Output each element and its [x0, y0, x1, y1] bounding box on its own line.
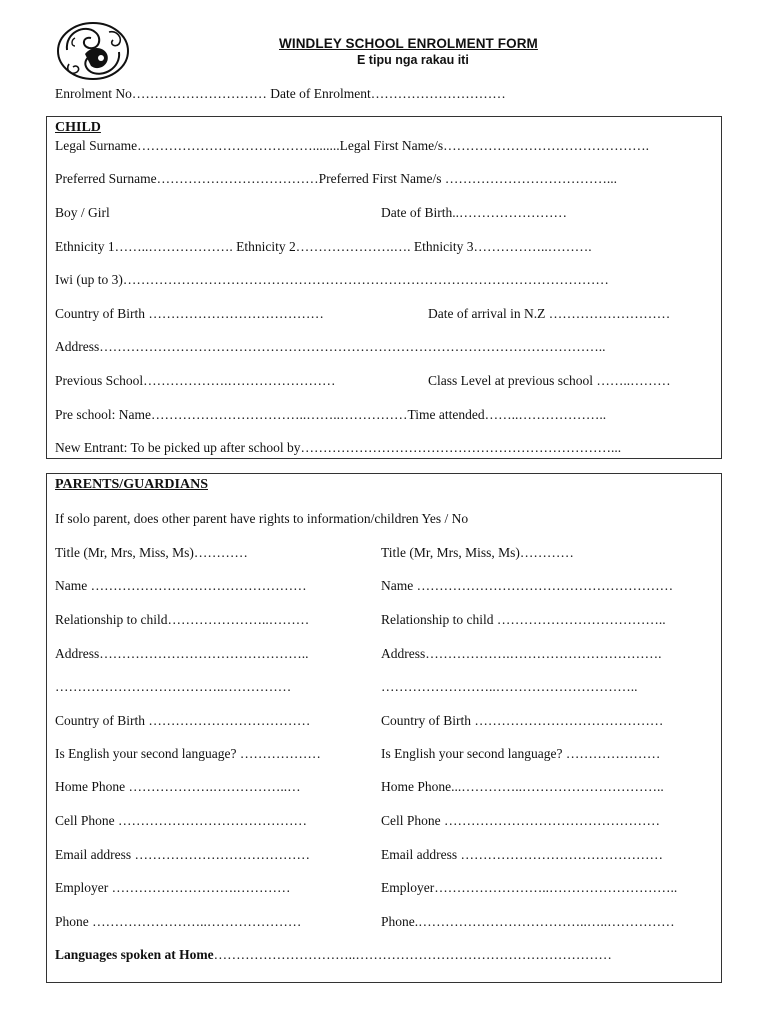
parent2-phone-field[interactable]: Phone.………………………………..…..…………… — [381, 914, 675, 929]
parent2-address-field[interactable]: Address……………….……………………………. — [381, 646, 662, 661]
form-title: WINDLEY SCHOOL ENROLMENT FORM — [279, 36, 538, 51]
parent1-email-field[interactable]: Email address ………………………………… — [55, 847, 310, 862]
parent1-title-field[interactable]: Title (Mr, Mrs, Miss, Ms)………… — [55, 545, 248, 560]
pre-school-field[interactable]: Pre school: Name……………………………..……..……………Time attended……..……………….. — [55, 407, 607, 422]
languages-dots: …………………………..………………………………………………… — [213, 947, 612, 962]
parent1-address-line2[interactable]: ………………………………..…………… — [55, 679, 292, 694]
class-level-field[interactable]: Class Level at previous school ……..……… — [428, 373, 671, 388]
parent1-name-field[interactable]: Name ………………………………………… — [55, 578, 307, 593]
solo-parent-question[interactable]: If solo parent, does other parent have rights to information/children Yes / No — [55, 511, 469, 526]
country-of-birth-field[interactable]: Country of Birth ………………………………… — [55, 306, 324, 321]
parent1-home-phone-field[interactable]: Home Phone ……………….……………..… — [55, 779, 301, 794]
parent1-cell-phone-field[interactable]: Cell Phone …………………………………… — [55, 813, 307, 828]
parent1-relationship-field[interactable]: Relationship to child…………………..……… — [55, 612, 310, 627]
parent1-english-field[interactable]: Is English your second language? ……………… — [55, 746, 321, 761]
school-logo — [55, 20, 131, 82]
child-address-field[interactable]: Address………………………………………………………………………………………………….. — [55, 339, 606, 354]
parent2-name-field[interactable]: Name ………………………………………………… — [381, 578, 674, 593]
parent2-home-phone-field[interactable]: Home Phone...…………..………………………….. — [381, 779, 664, 794]
pickup-field[interactable]: New Entrant: To be picked up after school by……………………………………………………………... — [55, 440, 622, 455]
parent2-email-field[interactable]: Email address ……………………………………… — [381, 847, 663, 862]
parent2-title-field[interactable]: Title (Mr, Mrs, Miss, Ms)………… — [381, 545, 574, 560]
date-of-arrival-field[interactable]: Date of arrival in N.Z ……………………… — [428, 306, 671, 321]
parent2-address-line2[interactable]: ……………………..………………………….. — [381, 679, 638, 694]
form-subtitle: E tipu nga rakau iti — [357, 53, 469, 67]
languages-field[interactable] — [55, 947, 612, 963]
parents-heading: PARENTS/GUARDIANS — [55, 477, 208, 492]
previous-school-field[interactable]: Previous School……………….…………………… — [55, 373, 336, 388]
preferred-name-field[interactable]: Preferred Surname………………………………Preferred First Name/s ………………………………... — [55, 171, 618, 186]
child-heading: CHILD — [55, 120, 101, 135]
parent1-address-field[interactable]: Address……………………………………….. — [55, 646, 309, 661]
parent2-country-field[interactable]: Country of Birth …………………………………… — [381, 713, 664, 728]
date-of-birth-field[interactable]: Date of Birth..…………………… — [381, 205, 567, 220]
ethnicity-field[interactable]: Ethnicity 1……..………………. Ethnicity 2………………….…. Ethnicity 3……………..………. — [55, 239, 592, 254]
parent2-english-field[interactable]: Is English your second language? ………………… — [381, 746, 661, 761]
legal-name-field[interactable]: Legal Surname…………………………………........Legal First Name/s………………………………………. — [55, 138, 649, 153]
enrolment-line[interactable]: Enrolment No………………………… Date of Enrolment………………………… — [55, 86, 506, 101]
parent1-phone-field[interactable]: Phone ……………………..………………… — [55, 914, 302, 929]
parent2-employer-field[interactable]: Employer……………………..……………………….. — [381, 880, 678, 895]
gender-field[interactable]: Boy / Girl — [55, 205, 110, 220]
parent2-relationship-field[interactable]: Relationship to child ……………………………….. — [381, 612, 666, 627]
parent2-cell-phone-field[interactable]: Cell Phone ………………………………………… — [381, 813, 660, 828]
parent1-employer-field[interactable]: Employer ……………………….………… — [55, 880, 291, 895]
languages-label: Languages spoken at Home — [55, 947, 214, 962]
iwi-field[interactable]: Iwi (up to 3)……………………………………………………………………………………………… — [55, 272, 609, 287]
parent1-country-field[interactable]: Country of Birth ……………………………… — [55, 713, 311, 728]
